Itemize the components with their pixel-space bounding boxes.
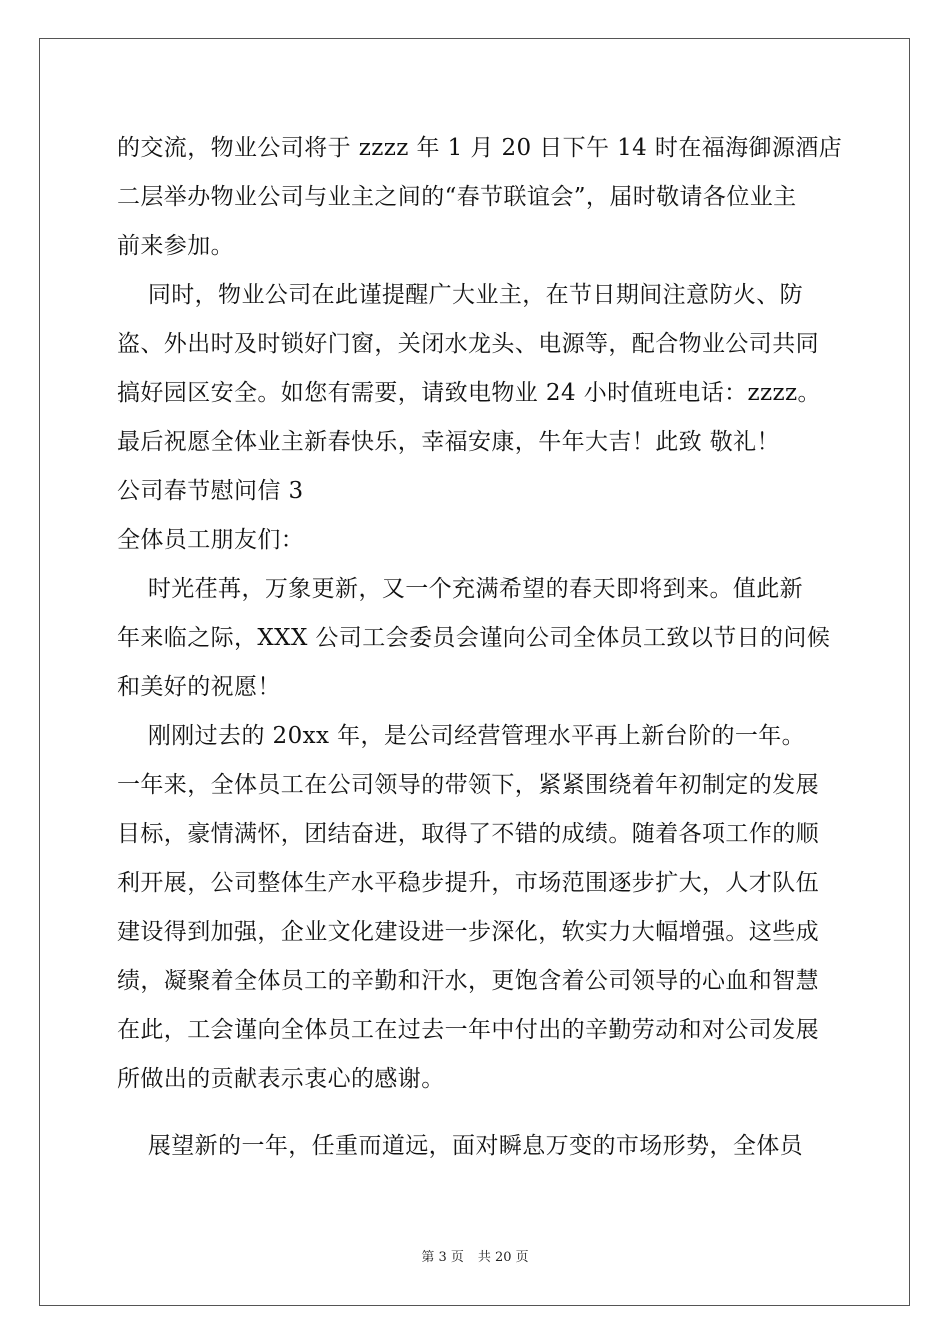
text-line: 利开展，公司整体生产水平稳步提升，市场范围逐步扩大，人才队伍: [117, 870, 819, 896]
text-line: 绩，凝聚着全体员工的辛勤和汗水，更饱含着公司领导的心血和智慧: [117, 968, 819, 994]
text-line: 的交流，物业公司将于 zzzz 年 1 月 20 日下午 14 时在福海御源酒店: [117, 135, 843, 161]
text-line: 在此，工会谨向全体员工在过去一年中付出的辛勤劳动和对公司发展: [117, 1017, 819, 1043]
salutation: 全体员工朋友们：: [117, 527, 305, 553]
text-line: 刚刚过去的 20xx 年，是公司经营管理水平再上新台阶的一年。: [117, 723, 806, 749]
text-line: 和美好的祝愿！: [117, 674, 281, 700]
text-line: 前来参加。: [117, 233, 234, 259]
text-line: 二层举办物业公司与业主之间的“春节联谊会”，届时敬请各位业主: [117, 184, 797, 210]
text-line: 时光荏苒，万象更新，又一个充满希望的春天即将到来。值此新: [117, 576, 804, 602]
text-line: 搞好园区安全。如您有需要，请致电物业 24 小时值班电话：zzzz。: [117, 380, 821, 406]
text-line: 一年来，全体员工在公司领导的带领下，紧紧围绕着年初制定的发展: [117, 772, 819, 798]
section-heading: 公司春节慰问信 3: [117, 478, 304, 504]
page-total: 共 20 页: [477, 1250, 529, 1265]
text-line: 年来临之际，XXX 公司工会委员会谨向公司全体员工致以节日的问候: [117, 625, 831, 651]
text-line: 盗、外出时及时锁好门窗，关闭水龙头、电源等，配合物业公司共同: [117, 331, 819, 357]
text-line: 最后祝愿全体业主新春快乐，幸福安康，牛年大吉！此致 敬礼！: [117, 429, 780, 455]
text-line: 同时，物业公司在此谨提醒广大业主，在节日期间注意防火、防: [117, 282, 804, 308]
page-number: 第 3 页: [421, 1250, 464, 1265]
page-footer: [0, 1246, 950, 1265]
text-line: 展望新的一年，任重而道远，面对瞬息万变的市场形势，全体员: [117, 1133, 804, 1159]
text-line: 目标，豪情满怀，团结奋进，取得了不错的成绩。随着各项工作的顺: [117, 821, 819, 847]
text-line: 建设得到加强，企业文化建设进一步深化，软实力大幅增强。这些成: [117, 919, 819, 945]
text-line: 所做出的贡献表示衷心的感谢。: [117, 1066, 445, 1092]
